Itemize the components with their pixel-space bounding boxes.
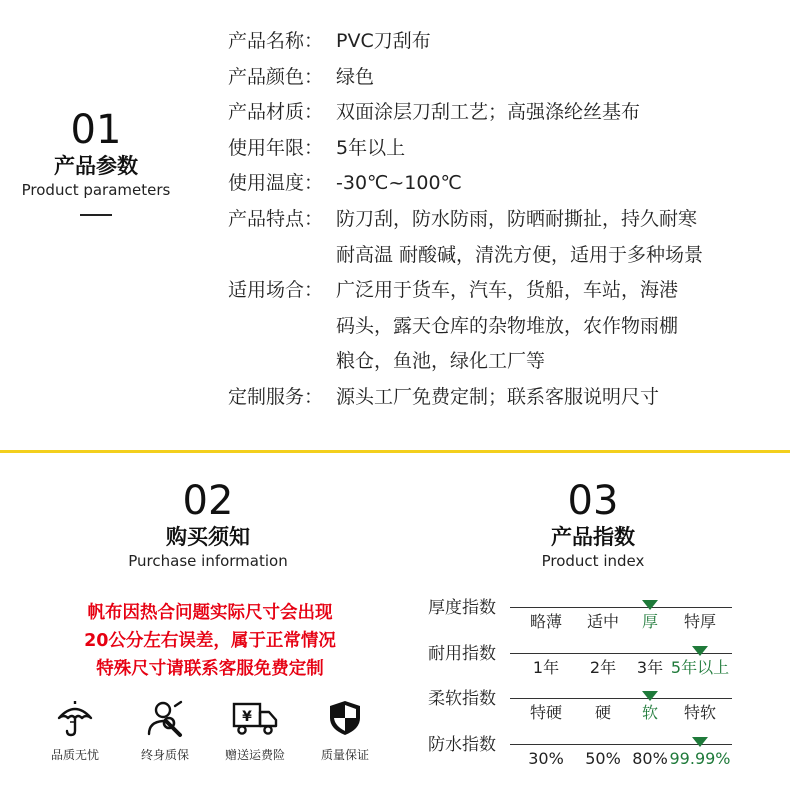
parameter-label: 产品特点： <box>228 207 324 230</box>
index-scale-line <box>510 607 732 608</box>
parameter-value-line: 源头工厂免费定制；联系客服说明尺寸 <box>336 385 660 408</box>
index-option: 特硬 <box>529 703 563 722</box>
guarantee-item-assurance <box>300 698 390 763</box>
index-option-selected: 厚 <box>641 612 659 631</box>
parameter-value <box>336 166 778 202</box>
parameter-value-line: 广泛用于货车，汽车，货船，车站，海港 <box>336 279 679 302</box>
section-title: 产品指数 <box>551 525 635 549</box>
section-number: 01 <box>70 107 122 153</box>
parameter-row <box>228 166 778 202</box>
index-option: 硬 <box>594 703 612 722</box>
parameter-row <box>228 60 778 96</box>
notice-line: 特殊尺寸请联系客服免费定制 <box>96 659 324 679</box>
parameter-value-line: 绿色 <box>336 65 375 88</box>
parameter-row <box>228 202 778 273</box>
parameter-row <box>228 131 778 167</box>
parameter-label: 使用年限： <box>228 136 324 159</box>
section-title: 购买须知 <box>166 525 250 549</box>
selected-marker-icon <box>692 737 708 747</box>
parameter-list <box>228 24 778 416</box>
notice-line: 帆布因热合问题实际尺寸会出现 <box>87 603 333 623</box>
parameter-label: 适用场合： <box>228 279 324 302</box>
heading-underline <box>80 214 112 216</box>
index-option: 1年 <box>532 657 560 677</box>
guarantee-icons <box>30 698 390 763</box>
section-number: 02 <box>182 478 234 524</box>
parameter-value <box>336 24 778 60</box>
parameter-value <box>336 60 778 96</box>
index-option: 80% <box>632 748 668 768</box>
parameter-value-line: PVC刀刮布 <box>336 30 431 52</box>
guarantee-label: 品质无忧 <box>50 748 99 762</box>
parameter-label: 产品材质： <box>228 101 324 124</box>
index-heading <box>493 479 693 571</box>
parameter-label: 定制服务： <box>228 385 324 408</box>
index-label: 防水指数 <box>428 734 496 755</box>
parameter-value <box>336 273 778 380</box>
guarantee-label: 质量保证 <box>320 748 369 762</box>
delivery-truck-icon <box>231 698 279 738</box>
guarantee-item-quality <box>30 698 120 763</box>
section-number: 03 <box>567 478 619 524</box>
parameters-heading <box>18 108 174 216</box>
index-option: 特厚 <box>683 612 717 631</box>
index-option-selected: 5年以上 <box>670 657 730 677</box>
section-subtitle: Product parameters <box>21 181 171 199</box>
parameter-row <box>228 273 778 380</box>
guarantee-label: 赠送运费险 <box>224 748 285 762</box>
index-option: 适中 <box>586 612 620 631</box>
selected-marker-icon <box>642 691 658 701</box>
guarantee-item-shipping <box>210 698 300 763</box>
index-option: 3年 <box>636 657 664 677</box>
index-option: 30% <box>528 748 564 768</box>
svg-text:¥: ¥ <box>242 709 252 725</box>
index-option: 特软 <box>683 703 717 722</box>
selected-marker-icon <box>692 646 708 656</box>
parameter-value <box>336 131 778 167</box>
parameter-label: 产品颜色： <box>228 65 324 88</box>
index-label: 厚度指数 <box>428 598 496 618</box>
section-subtitle: Product index <box>541 552 645 570</box>
index-row <box>428 687 738 733</box>
parameter-row <box>228 24 778 60</box>
umbrella-icon <box>55 698 95 738</box>
index-option: 略薄 <box>529 612 563 631</box>
parameter-value <box>336 95 778 131</box>
notice-line: 20公分左右误差，属于正常情况 <box>84 631 336 651</box>
guarantee-label: 终身质保 <box>140 748 189 762</box>
parameter-value <box>336 380 778 416</box>
purchase-notice <box>30 599 390 683</box>
guarantee-item-warranty <box>120 698 210 763</box>
index-option: 2年 <box>589 657 617 677</box>
index-option: 50% <box>585 748 621 768</box>
index-row <box>428 642 738 688</box>
index-option-selected: 软 <box>641 703 659 722</box>
purchase-heading <box>108 479 308 571</box>
parameter-value-line: 耐高温 耐酸碱，清洗方便，适用于多种场景 <box>336 243 704 266</box>
section-title: 产品参数 <box>54 154 138 178</box>
parameter-value-line: 码头，露天仓库的杂物堆放，农作物雨棚 <box>336 314 679 337</box>
purchase-and-index-section <box>0 453 790 796</box>
parameter-label: 使用温度： <box>228 172 324 195</box>
parameter-row <box>228 380 778 416</box>
section-subtitle: Purchase information <box>128 552 288 570</box>
service-person-icon <box>145 698 185 738</box>
shield-icon <box>325 698 365 738</box>
index-scale-line <box>510 698 732 699</box>
selected-marker-icon <box>642 600 658 610</box>
parameter-value-line: 粮仓，鱼池，绿化工厂等 <box>336 350 546 373</box>
parameter-label: 产品名称： <box>228 30 324 52</box>
parameter-value-line: 双面涂层刀刮工艺；高强涤纶丝基布 <box>336 101 641 124</box>
index-row <box>428 596 738 642</box>
index-row <box>428 733 738 779</box>
parameter-value-line: 5年以上 <box>336 136 406 159</box>
index-option-selected: 99.99% <box>669 748 731 768</box>
parameter-value <box>336 202 778 273</box>
parameter-value-line: 防刀刮，防水防雨，防晒耐撕扯，持久耐寒 <box>336 207 698 230</box>
parameter-value-line: -30℃~100℃ <box>336 172 462 195</box>
index-label: 柔软指数 <box>428 689 496 709</box>
index-label: 耐用指数 <box>428 643 496 664</box>
product-index-table <box>428 596 738 778</box>
parameter-row <box>228 95 778 131</box>
